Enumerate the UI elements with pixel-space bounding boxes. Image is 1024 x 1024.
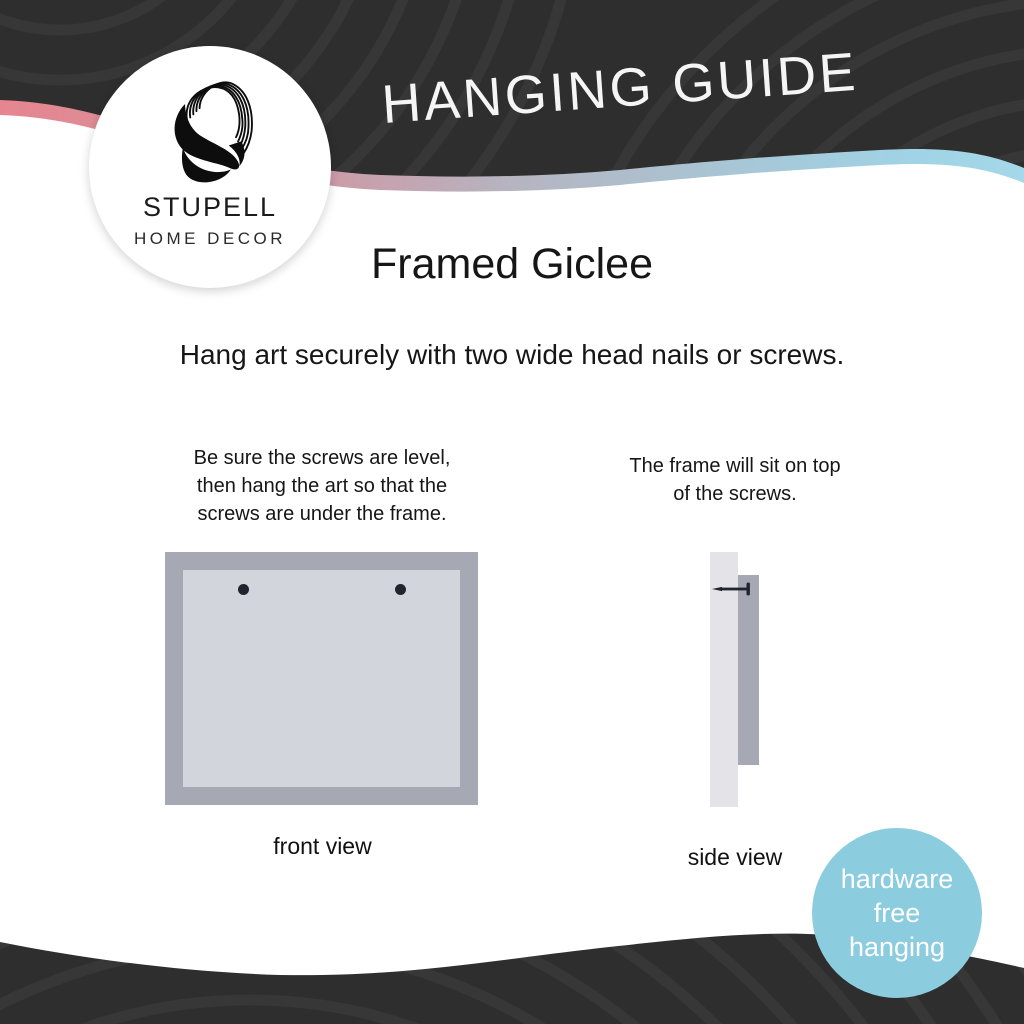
badge-line: hanging (848, 932, 946, 962)
hardware-free-badge (812, 828, 982, 998)
screw-dot-right (395, 584, 406, 595)
badge-line: hardware (840, 864, 954, 894)
frame-side-profile (738, 575, 759, 765)
instruction-line: The frame will sit on top (629, 455, 841, 477)
page-title: HANGING GUIDE (379, 41, 860, 135)
nail-icon (711, 580, 755, 598)
front-view-caption: front view (273, 833, 372, 859)
badge-line: free (873, 898, 921, 928)
instruction-line: then hang the art so that the (196, 475, 448, 497)
brand-name: STUPELL (142, 192, 278, 222)
screw-dot-left (238, 584, 249, 595)
side-view-caption: side view (687, 844, 783, 870)
brand-logo (89, 46, 331, 288)
product-title: Framed Giclee (371, 240, 653, 288)
frame-front-view-diagram (165, 552, 478, 805)
intro-text: Hang art securely with two wide head nails or screws. (179, 339, 845, 370)
instruction-line: screws are under the frame. (197, 503, 447, 525)
stupell-swirl-icon (158, 72, 262, 190)
brand-tagline: HOME DECOR (133, 229, 287, 248)
side-view-instruction (585, 452, 885, 508)
instruction-line: of the screws. (673, 483, 797, 505)
instruction-line: Be sure the screws are level, (193, 447, 451, 469)
front-view-instruction (152, 444, 492, 528)
